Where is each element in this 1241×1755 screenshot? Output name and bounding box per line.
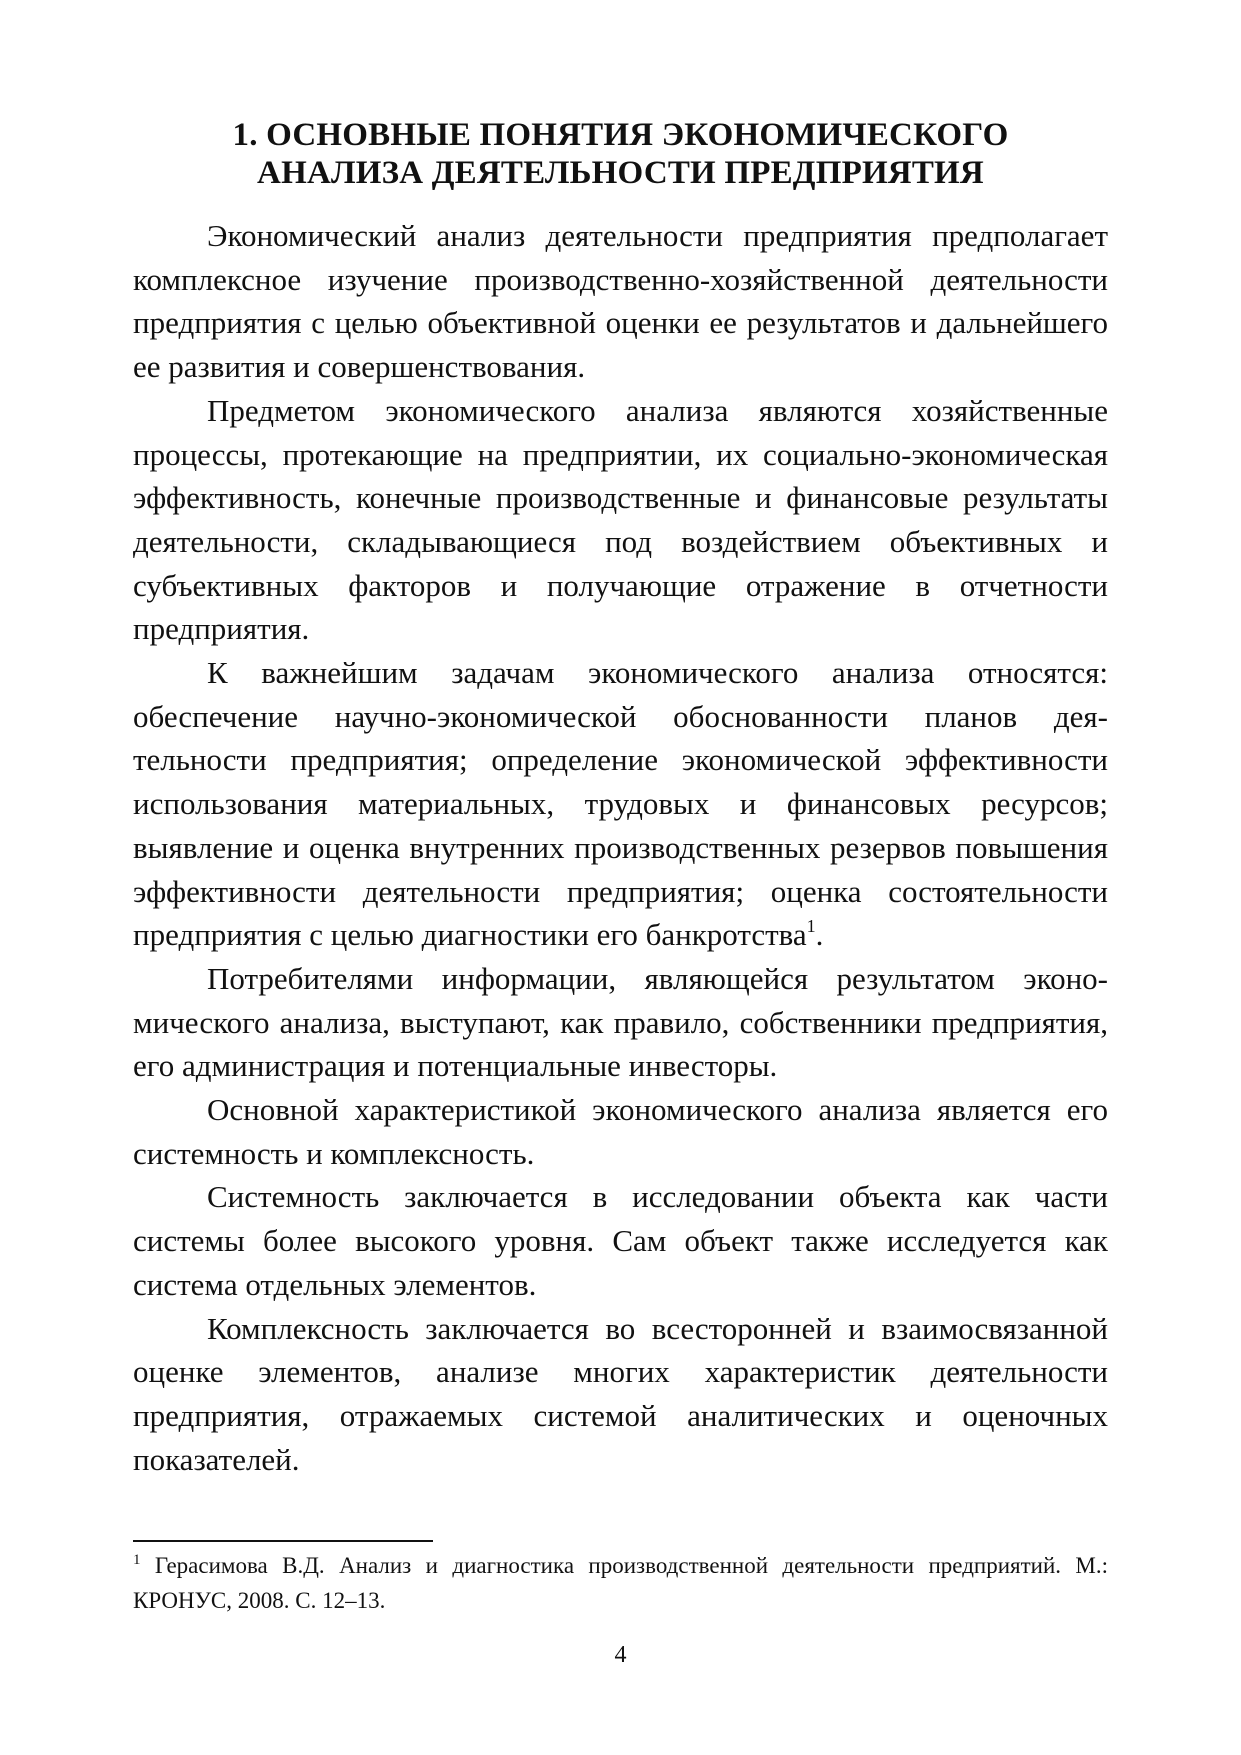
paragraph-1: Экономический анализ деятельности предприятия предполагает комплексное изучение производственно-хозяйственной деятельности предприятия с целью объективной оценки ее результатов и дальнейшего ее развития и совершенствования.	[133, 218, 1108, 385]
paragraph-7: Комплексность заключается во всесторонней и взаимосвязанной оценке элементов, анализе многих характеристик деятельности предприятия, отражаемых системой аналитических и оценочных показателей.	[133, 1310, 1108, 1477]
footnote	[133, 1548, 1108, 1618]
paragraph-2: Предметом экономического анализа являются хозяйственные процессы, протекающие на предприятии, их социально-экономическая эффективность, конечные производственные и финансовые результаты деятельности, складывающиеся под воздействием объективных и субъективных факторов и получающие отражение в отчетности предприятия.	[133, 392, 1108, 647]
paragraph-6: Системность заключается в исследовании объекта как части системы более высокого уровня. Сам объект также исследуется как система отдельных элементов.	[133, 1179, 1108, 1302]
paragraph-4: Потребителями информации, являющейся результатом экономического анализа, выступают, как правило, собственники предприятия, его администрация и потенциальные инвесторы.	[133, 960, 1108, 1084]
heading-line-2: АНАЛИЗА ДЕЯТЕЛЬНОСТИ ПРЕДПРИЯТИЯ	[257, 155, 984, 191]
paragraph-5: Основной характеристикой экономического анализа является его системность и комплексность.	[133, 1092, 1108, 1171]
footnote-reference[interactable]: 1	[806, 916, 816, 937]
paragraph-3	[133, 651, 1108, 957]
section-heading	[133, 116, 1108, 192]
page-number: 4	[614, 1642, 627, 1668]
footnote-divider	[133, 1540, 433, 1542]
footnote-text: Герасимова В.Д. Анализ и диагностика производственной деятельности предприятий. М.: КРОНУС, 2008. С. 12–13.	[133, 1553, 1109, 1613]
paragraph-3-end: .	[815, 917, 824, 953]
heading-line-1: 1. ОСНОВНЫЕ ПОНЯТИЯ ЭКОНОМИЧЕСКОГО	[232, 117, 1009, 153]
body-text	[133, 214, 1108, 1481]
paragraph-3-text: К важнейшим задачам экономического анализа относятся: обеспечение научно-экономической обоснованности планов деятельности предприятия; определение экономической эффективности использования материальных, трудовых и финансовых ресурсов; выявление и оценка внутренних производственных резервов повышения эффективности деятельности предприятия; оценка состоятельности предприятия с целью диагностики его банкротства	[133, 655, 1108, 953]
footnote-marker: 1	[133, 1552, 141, 1568]
